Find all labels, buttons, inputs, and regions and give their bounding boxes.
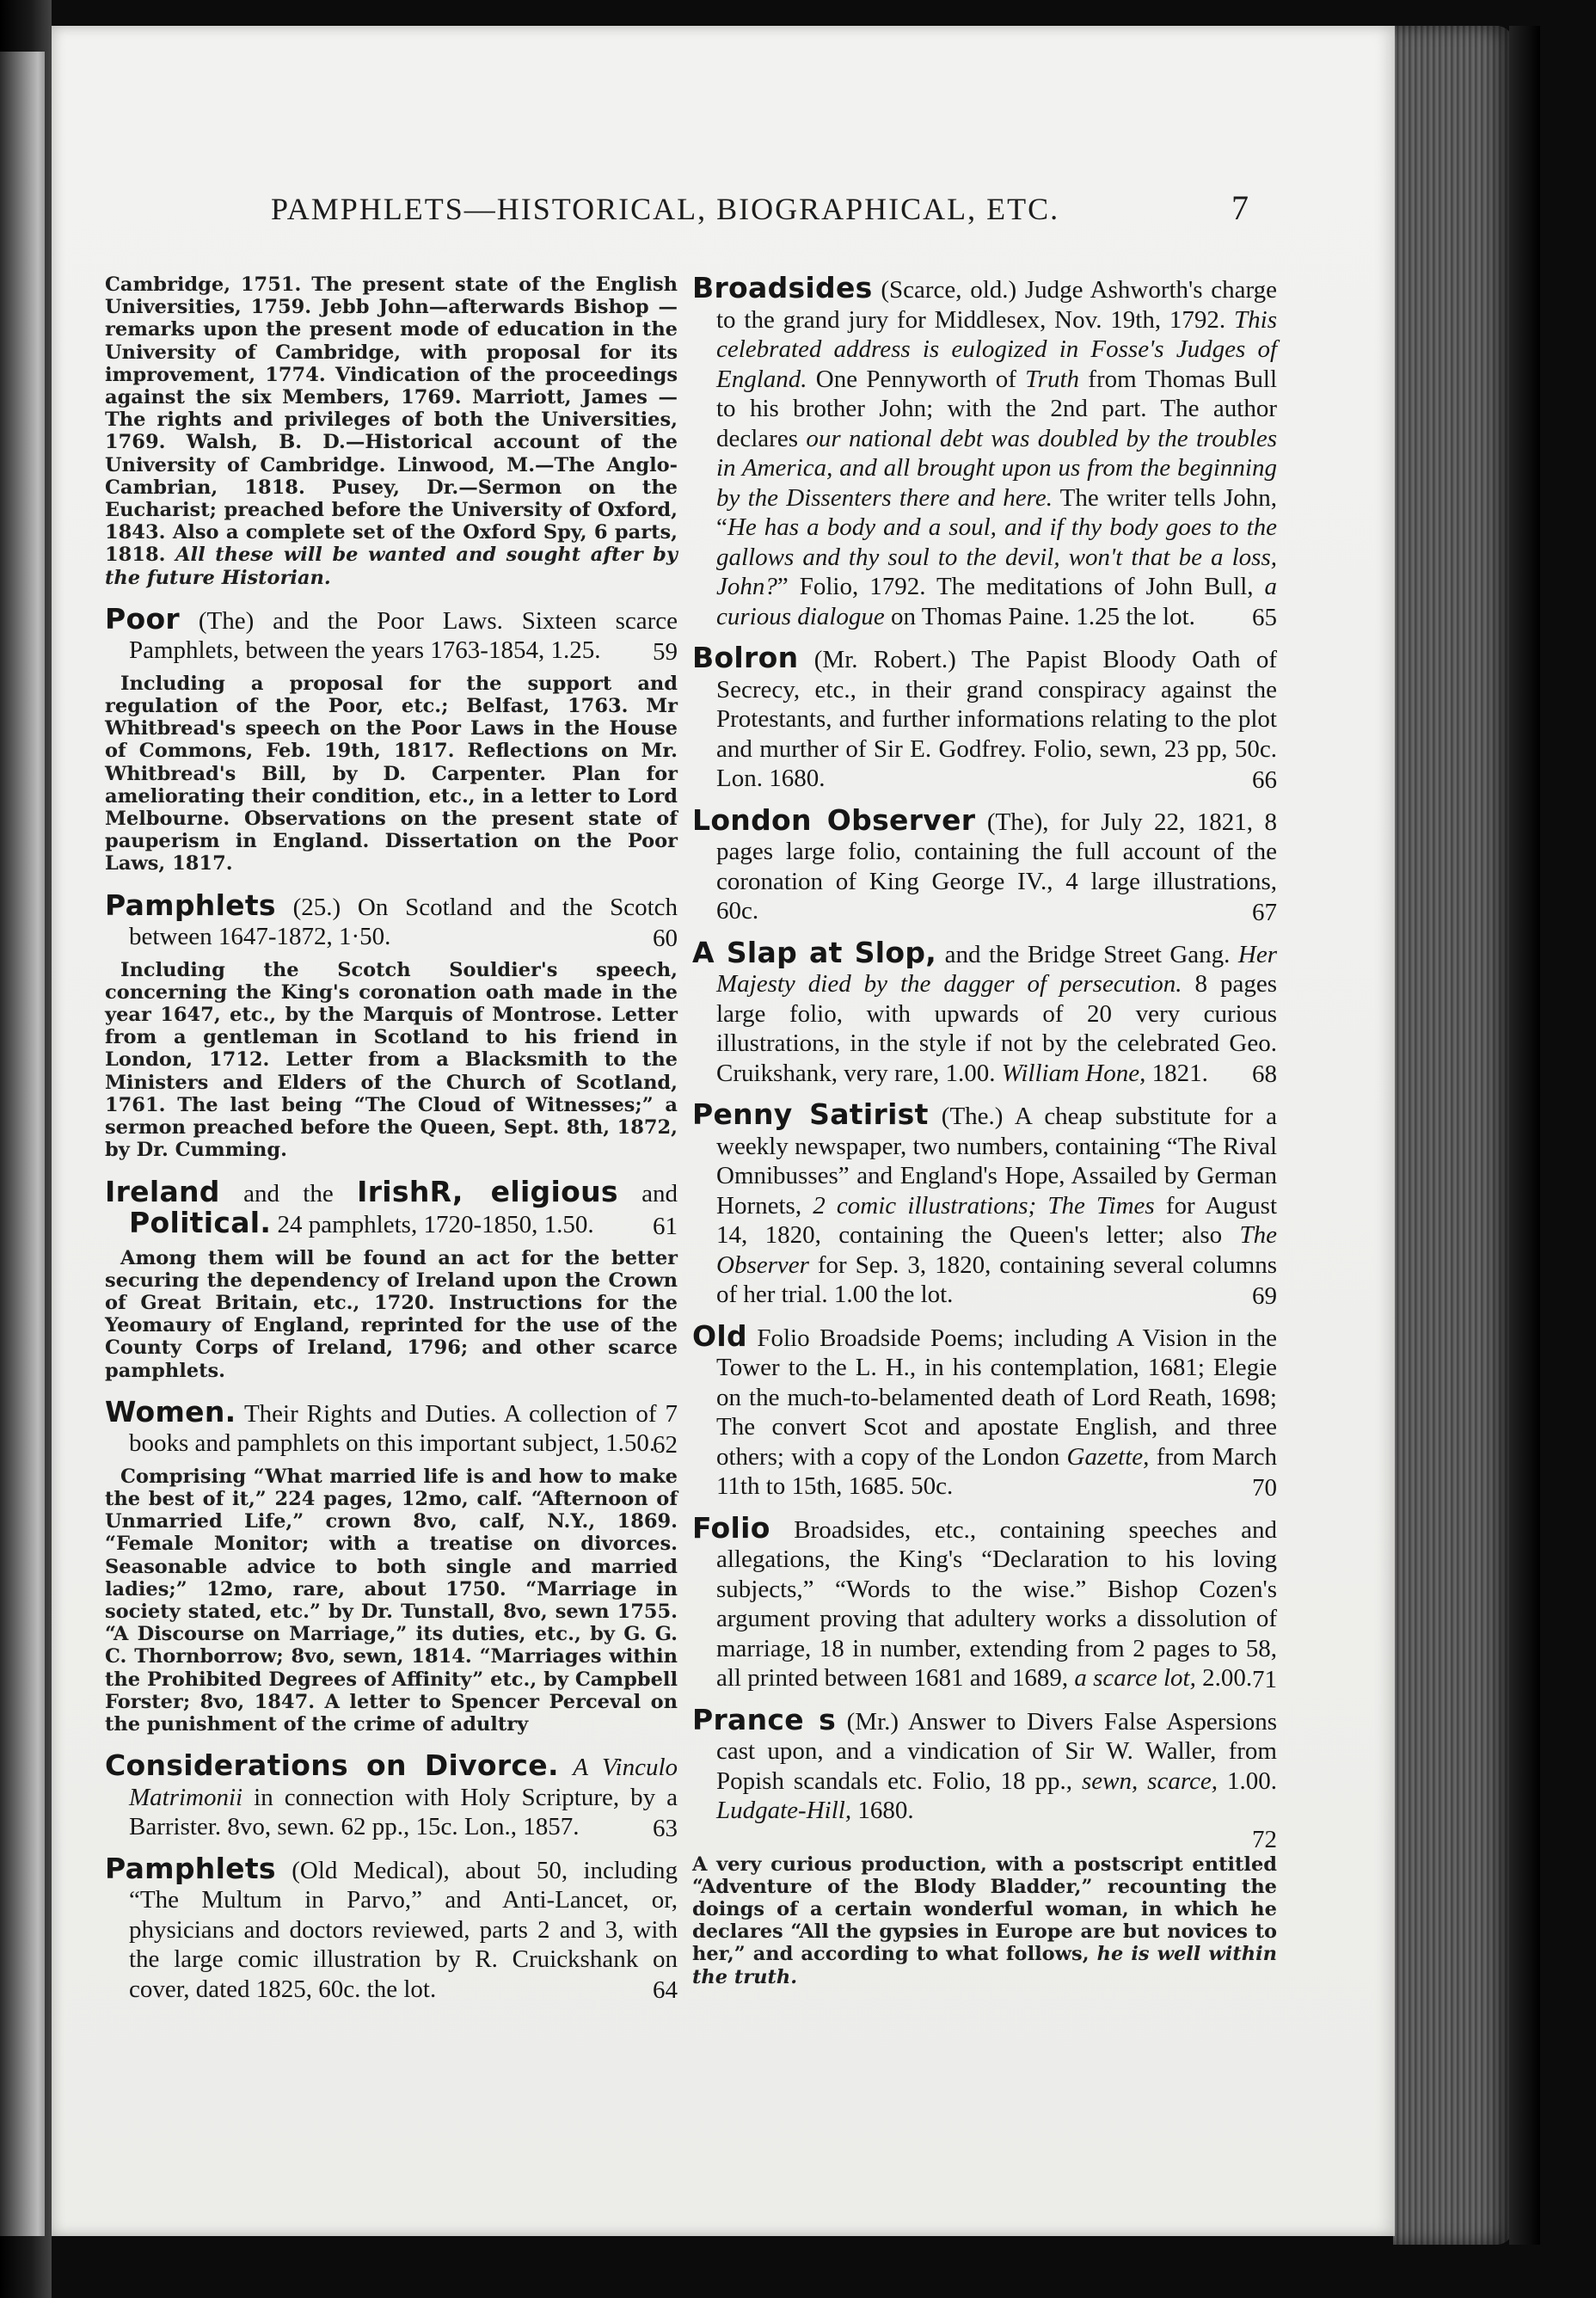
entry-body: ” Folio, 1792. The meditations of John Bull,	[777, 573, 1254, 600]
entry-body: from March 11th to 15th, 1685. 50c.	[716, 1442, 1278, 1500]
lot-number: 67	[1252, 898, 1277, 926]
lot-number: 70	[1252, 1473, 1277, 1502]
entry-note: A very curious production, with a postscript entitled “Adventure of the Blody Bladder,” recounting the doings of a certain wonderful woman, in which he declares “All the gypsies in Europe are but novices to her,” and according to what follows, he is well within the truth.	[692, 1853, 1277, 1988]
entry-heading: Folio	[692, 1510, 770, 1545]
entry-heading: Women.	[105, 1394, 236, 1429]
entry-heading: London Observer	[692, 802, 976, 837]
lot-number: 62	[653, 1430, 678, 1459]
entry-body: in connection with Holy Scripture, by a Barrister. 8vo, sewn. 62 pp., 15c. Lon., 1857.	[129, 1783, 678, 1841]
continuation-note: Cambridge, 1751. The present state of the English Universities, 1759. Jebb John—afterwards Bishop —remarks upon the present mode of education in the University of Cambridge, with proposal for its improvement, 1774. Vindication of the proceedings against the six Members, 1769. Marriott, James —The rights and privileges of both the Universities, 1769. Walsh, B. D.—Historical account of the University of Cambridge. Linwood, M.—The Anglo-Cambrian, 1818. Pusey, Dr.—Sermon on the Eucharist; preached before the University of Oxford, 1843. Also a complete set of the Oxford Spy, 6 parts, 1818. All these will be wanted and sought after by the future Historian.	[105, 273, 678, 589]
catalogue-entry-66	[692, 643, 1277, 794]
entry-italic: Ludgate-Hill,	[716, 1797, 852, 1824]
entry-note-italic: he is well within the truth.	[692, 1943, 1277, 1988]
catalogue-entry-70	[692, 1318, 1278, 1502]
lot-number: 61	[653, 1212, 678, 1240]
catalogue-entry-67	[692, 802, 1278, 926]
entry-body: Broadsides, etc., containing speeches and allegations, the King's “Declaration to his loving subjects,” “Words to the wise.” Bishop Cozen's argument proving that adultery works a dissolution of marriage, 18 in number, extending from 2 pages to 58, all printed between 1681 and 1689,	[716, 1515, 1278, 1692]
entry-heading: Ireland	[105, 1174, 220, 1208]
entry-heading: Penny Satirist	[692, 1097, 929, 1131]
entry-body: (Old Medical), about 50, including “The Multum in Parvo,” and Anti-Lancet, or, physicians and doctors reviewed, parts 2 and 3, with the large comic illustration by R. Cruickshank on cover, dated 1825, 60c. the lot.	[129, 1856, 678, 2003]
catalogue-entry-68	[692, 935, 1278, 1089]
entry-body: The writer tells John, “	[716, 483, 1277, 541]
lot-number: 65	[1252, 604, 1277, 631]
catalogue-entry-72	[692, 1702, 1277, 1988]
entry-italic: Truth	[1025, 365, 1080, 393]
entry-italic: sewn, scarce,	[1081, 1767, 1218, 1795]
entry-body: One Pennyworth of	[815, 365, 1016, 393]
entry-note: Among them will be found an act for the better securing the dependency of Ireland upon the Crown of Great Britain, etc., 1720. Instructions for the Yeomaury of England, reprinted for the use of the County Corps of Ireland, 1796; and other scarce pamphlets.	[105, 1246, 678, 1382]
catalogue-entry-65	[692, 273, 1277, 631]
lot-number: 59	[653, 637, 678, 666]
entry-heading: Bolron	[692, 641, 799, 674]
facing-page-edge	[0, 52, 45, 2236]
book-page-edges	[1393, 26, 1513, 2245]
entry-body: Folio Broadside Poems; including A Vision in the Tower to the L. H., in his contemplation, 1681; Elegie on the much-to-belamented death of Lord Reath, 1698; The convert Scot and apostate English, and three others; with a copy of the London	[716, 1324, 1278, 1471]
entry-heading-part: Political.	[129, 1206, 272, 1239]
entry-italic: 2 comic illustrations; The Times	[813, 1191, 1155, 1220]
catalogue-entry-69	[692, 1097, 1278, 1310]
lot-number: 68	[1252, 1060, 1277, 1088]
lot-number: 72	[1252, 1825, 1277, 1853]
entry-body: 24 pamphlets, 1720-1850, 1.50.	[277, 1211, 594, 1238]
entry-body: 1821.	[1151, 1059, 1208, 1087]
catalogue-entry-62	[105, 1394, 678, 1736]
lot-number: 71	[1252, 1665, 1277, 1693]
right-column	[692, 273, 1277, 2004]
entry-body: Their Rights and Duties. A collection of 7 books and pamphlets on this important subject, 1.50.	[129, 1399, 678, 1458]
entry-heading: Pamphlets	[105, 1851, 276, 1885]
entry-heading: Old	[692, 1318, 747, 1353]
entry-italic: He has a body and a soul, and if thy body goes to the gallows and thy soul to the devil, won't that be a loss, John?	[716, 513, 1277, 600]
lot-number: 63	[653, 1814, 678, 1842]
catalogue-entry-71	[692, 1510, 1278, 1693]
lot-number: 69	[1252, 1281, 1277, 1310]
entry-body: from Thomas Bull to his brother John; with the 2nd part. The author declares	[716, 365, 1278, 452]
entry-body: (Scarce, old.) Judge Ashworth's charge to the grand jury for Middlesex, Nov. 19th, 1792.	[716, 276, 1277, 334]
entry-note: Comprising “What married life is and how to make the best of it,” 224 pages, 12mo, calf. “Afternoon of Unmarried Life,” crown 8vo, calf, N.Y., 1869. “Female Monitor; with a treatise on divorces. Seasonable advice to both single and married ladies;” 12mo, rare, about 1750. “Marriage in society stated, etc.” by Dr. Tunstall, 8vo, sewn 1755. “A Discourse on Marriage,” its duties, etc., by G. G. C. Thornborrow; 8vo, sewn, 1814. “Marriages within the Prohibited Degrees of Affinity” etc., by Campbell Forster; 8vo, 1847. A letter to Spencer Perceval on the punishment of the crime of adultry	[105, 1465, 678, 1736]
entry-body: (Mr.) Answer to Divers False Aspersions cast upon, and a vindication of Sir W. Waller, from Popish scandals etc. Folio, 18 pp.,	[716, 1707, 1277, 1795]
entry-heading: Poor	[105, 601, 181, 636]
entry-italic: Her Majesty died by the dagger of persecution.	[716, 940, 1278, 998]
entry-heading: Prance s	[692, 1702, 837, 1736]
entry-body: and the Bridge Street Gang.	[944, 940, 1231, 968]
entry-body: on Thomas Paine. 1.25 the lot.	[891, 602, 1195, 630]
entry-body: for August 14, 1820, containing the Queen's letter; also	[716, 1191, 1278, 1249]
entry-heading: Broadsides	[692, 271, 873, 304]
entry-italic: William Hone,	[1001, 1059, 1146, 1087]
entry-body: 8 pages large folio, with upwards of 20 very curious illustrations, in the style if not by the celebrated Geo. Cruikshank, very rare, 1.00.	[716, 970, 1278, 1087]
book-cover-edge	[1509, 26, 1540, 2245]
entry-body: for Sep. 3, 1820, containing several columns of her trial. 1.00 the lot.	[716, 1250, 1278, 1308]
catalogue-entry-64	[105, 1851, 678, 2005]
entry-italic: This celebrated address is eulogized in Fosse's Judges of England.	[716, 305, 1277, 393]
catalogue-entry-60	[105, 888, 678, 1162]
running-header: PAMPHLETS—HISTORICAL, BIOGRAPHICAL, ETC.	[271, 192, 1060, 226]
entry-body: 1.00.	[1226, 1767, 1277, 1795]
entry-heading: Pamphlets	[105, 888, 276, 922]
lot-number: 60	[653, 924, 678, 952]
entry-note: Including a proposal for the support and regulation of the Poor, etc.; Belfast, 1763. Mr Whitbread's speech on the Poor Laws in the House of Commons, Feb. 19th, 1817. Reflections on Mr. Whitbread's Bill, by D. Carpenter. Plan for ameliorating their condition, etc., in a letter to Lord Melbourne. Observations on the present state of pauperism in England. Dissertation on the Poor Laws, 1817.	[105, 672, 678, 876]
entry-italic: A Vinculo Matrimonii	[129, 1754, 678, 1811]
entry-body: (25.) On Scotland and the Scotch between 1647-1872, 1·50.	[129, 893, 678, 951]
entry-italic: a scarce lot,	[1074, 1664, 1196, 1692]
entry-heading: Considerations on Divorce.	[105, 1748, 559, 1783]
catalogue-entry-61	[105, 1174, 678, 1382]
entry-heading-part: IrishR, eligious	[357, 1174, 618, 1208]
entry-heading-connector: and	[641, 1179, 678, 1207]
entry-body: (The.) A cheap substitute for a weekly newspaper, two numbers, containing “The Rival Omnibusses” and England's Hope, Assailed by German Hornets,	[716, 1103, 1277, 1220]
catalogue-entry-63	[105, 1748, 678, 1842]
entry-italic: The Observer	[716, 1221, 1277, 1279]
entry-body: (The) and the Poor Laws. Sixteen scarce Pamphlets, between the years 1763-1854, 1.25.	[129, 606, 678, 665]
left-column	[105, 273, 678, 2016]
entry-heading: A Slap at Slop,	[692, 935, 937, 969]
entry-note: Including the Scotch Souldier's speech, concerning the King's coronation oath made in the year 1647, etc., by the Marquis of Montrose. Letter from a gentleman in Scotland to his friend in London, 1712. Letter from a Blacksmith to the Ministers and Elders of the Church of Scotland, 1761. The last being “The Cloud of Witnesses;” a sermon preached before the Queen, Sept. 8th, 1872, by Dr. Cumming.	[105, 958, 678, 1162]
entry-body: (The), for July 22, 1821, 8 pages large folio, containing the full account of the coronation of King George IV., 4 large illustrations, 60c.	[716, 808, 1278, 925]
entry-body: 2.00.	[1202, 1664, 1253, 1692]
catalogue-entry-59	[105, 601, 678, 876]
lot-number: 66	[1252, 765, 1277, 794]
page-number: 7	[1231, 188, 1249, 227]
continuation-note-italic: All these will be wanted and sought after by the future Historian.	[105, 544, 678, 589]
entry-italic: Gazette,	[1066, 1442, 1150, 1471]
entry-italic: our national debt was doubled by the troubles in America, and all brought upon us from the beginning by the Dissenters there and here.	[716, 424, 1278, 512]
entry-heading-connector: and the	[243, 1179, 334, 1207]
entry-body: 1680.	[857, 1797, 914, 1824]
entry-body: (Mr. Robert.) The Papist Bloody Oath of Secrecy, etc., in their grand conspiracy against the Protestants, and further informations relating to the plot and murther of Sir E. Godfrey. Folio, sewn, 23 pp, 50c. Lon. 1680.	[716, 646, 1278, 792]
entry-italic: a curious dialogue	[716, 573, 1278, 630]
lot-number: 64	[653, 1976, 678, 2005]
